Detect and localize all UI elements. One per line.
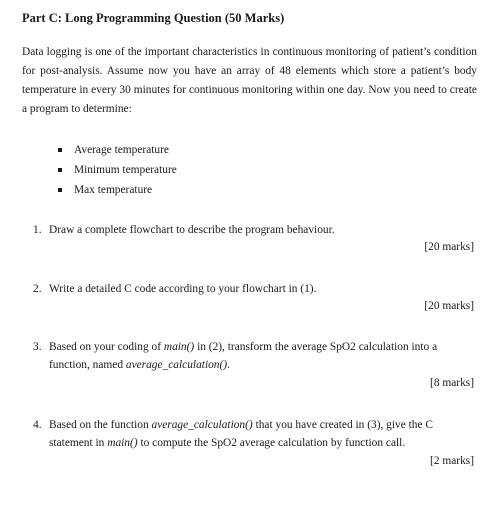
question-number: 3. <box>33 341 42 353</box>
marks-label: [20 marks] <box>424 241 474 253</box>
bullet-icon <box>58 188 62 192</box>
question-text: Write a detailed C code according to your flowchart in (1). <box>49 283 317 295</box>
question-text: Based on the function average_calculation() that you have created in (3), give the C statement in main() to compute the SpO2 average calculation by function call. <box>49 419 434 449</box>
requirements-list <box>58 143 177 203</box>
bullet-icon <box>58 148 62 152</box>
marks-label: [2 marks] <box>430 455 474 467</box>
question-text: Draw a complete flowchart to describe the program behaviour. <box>49 224 335 236</box>
bullet-icon <box>58 168 62 172</box>
marks-label: [20 marks] <box>424 300 474 312</box>
question-number: 2. <box>33 283 42 295</box>
list-item: Minimum temperature <box>58 163 177 183</box>
list-item: Average temperature <box>58 143 177 163</box>
question-number: 1. <box>33 224 42 236</box>
list-item: Max temperature <box>58 183 177 203</box>
intro-paragraph: Data logging is one of the important characteristics in continuous monitoring of patient’s condition for post-analysis. Assume now you have an array of 48 elements which store a patient’s body temperature in every 30 minutes for continuous monitoring within one day. Now you need to create a program to determine: <box>22 46 477 115</box>
question-number: 4. <box>33 419 42 431</box>
marks-label: [8 marks] <box>430 377 474 389</box>
section-title: Part C: Long Programming Question (50 Marks) <box>22 11 285 25</box>
question-text: Based on your coding of main() in (2), transform the average SpO2 calculation into a function, named average_calculation(). <box>49 341 438 371</box>
